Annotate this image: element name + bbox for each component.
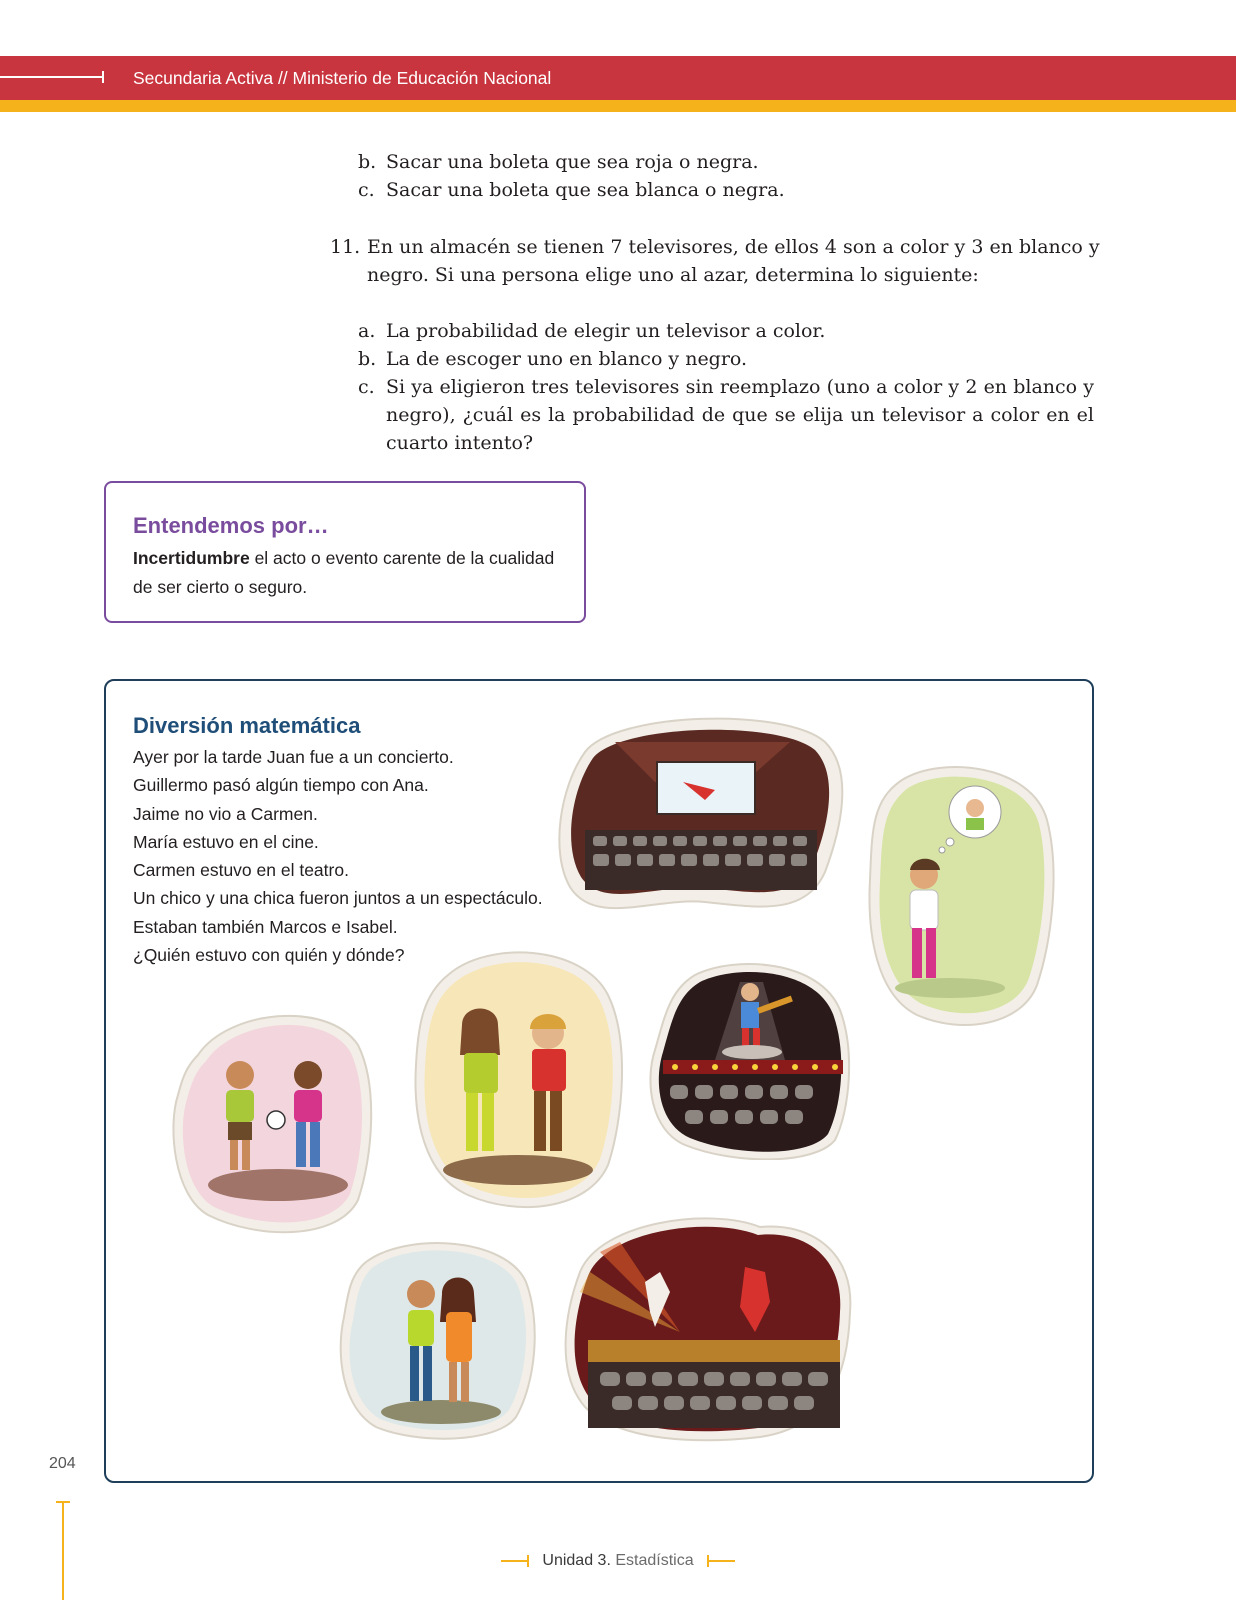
- exercise-11-item-b: [358, 345, 747, 373]
- definition-box: [104, 481, 586, 623]
- fun-box-title: Diversión matemática: [133, 713, 361, 738]
- definition-term: Incertidumbre: [133, 548, 250, 568]
- footer-deco-left: [501, 1555, 529, 1567]
- margin-rule: [62, 1502, 64, 1600]
- puzzle-line: Un chico y una chica fueron juntos a un espectáculo.: [133, 888, 543, 909]
- puzzle-line: Jaime no vio a Carmen.: [133, 803, 318, 824]
- definition-body: el acto o evento carente de la cualidad de ser cierto o seguro.: [133, 548, 555, 597]
- header-title: Secundaria Activa // Ministerio de Educación Nacional: [133, 68, 552, 88]
- puzzle-line: Ayer por la tarde Juan fue a un concierto.: [133, 747, 454, 767]
- item-text: Sacar una boleta que sea blanca o negra.: [386, 179, 785, 201]
- waving-kids-illustration: [336, 1232, 540, 1444]
- exercise-number: 11.: [330, 236, 361, 258]
- footer: [0, 1552, 1236, 1570]
- exercise-11-item-a: [358, 317, 825, 345]
- item-text: La de escoger uno en blanco y negro.: [386, 348, 748, 370]
- header-stripe: [0, 100, 1236, 112]
- item-marker: c.: [358, 179, 375, 201]
- exercise-11-item-c-text: Si ya eligieron tres televisores sin reemplazo (uno a color y 2 en blanco y negro), ¿cuál es la probabilidad de que se elija un televisor a color en el cuarto intento?: [386, 376, 1094, 454]
- footer-deco-right: [707, 1555, 735, 1567]
- kids-ball-illustration: [168, 1005, 378, 1237]
- header-rule: [0, 76, 102, 78]
- item-text: La probabilidad de elegir un televisor a color.: [386, 320, 826, 342]
- footer-unit: Unidad 3.: [542, 1552, 611, 1569]
- puzzle-line: ¿Quién estuvo con quién y dónde?: [133, 945, 405, 966]
- puzzle-line: Carmen estuvo en el teatro.: [133, 860, 349, 881]
- puzzle-line: Guillermo pasó algún tiempo con Ana.: [133, 775, 429, 796]
- theater-illustration: [560, 1212, 860, 1447]
- cinema-illustration: [555, 712, 847, 926]
- concert-illustration: [645, 960, 855, 1160]
- item-marker: b.: [358, 151, 377, 173]
- statement-line-2: negro. Si una persona elige uno al azar, determina lo siguiente:: [367, 264, 979, 286]
- thinking-boy-illustration: [862, 760, 1058, 1030]
- definition-title: Entendemos por…: [133, 513, 329, 538]
- item-marker: b.: [358, 348, 377, 370]
- exercise-10-item-b: [358, 148, 759, 176]
- statement-line-1: En un almacén se tienen 7 televisores, de ellos 4 son a color y 3 en blanco y: [367, 236, 1100, 258]
- item-marker: c.: [358, 376, 375, 398]
- footer-subject: Estadística: [615, 1552, 694, 1569]
- header-rule-tick: [102, 71, 104, 83]
- puzzle-line: María estuvo en el cine.: [133, 831, 319, 852]
- exercise-10-item-c: [358, 176, 785, 204]
- definition-text: [133, 544, 563, 602]
- puzzle-line: Estaban también Marcos e Isabel.: [133, 916, 398, 937]
- exercise-11-statement: [330, 233, 1100, 261]
- two-kids-illustration: [408, 945, 630, 1213]
- item-marker: a.: [358, 320, 376, 342]
- page-number: 204: [49, 1455, 76, 1472]
- item-text: Sacar una boleta que sea roja o negra.: [386, 151, 759, 173]
- puzzle-text: [133, 743, 543, 969]
